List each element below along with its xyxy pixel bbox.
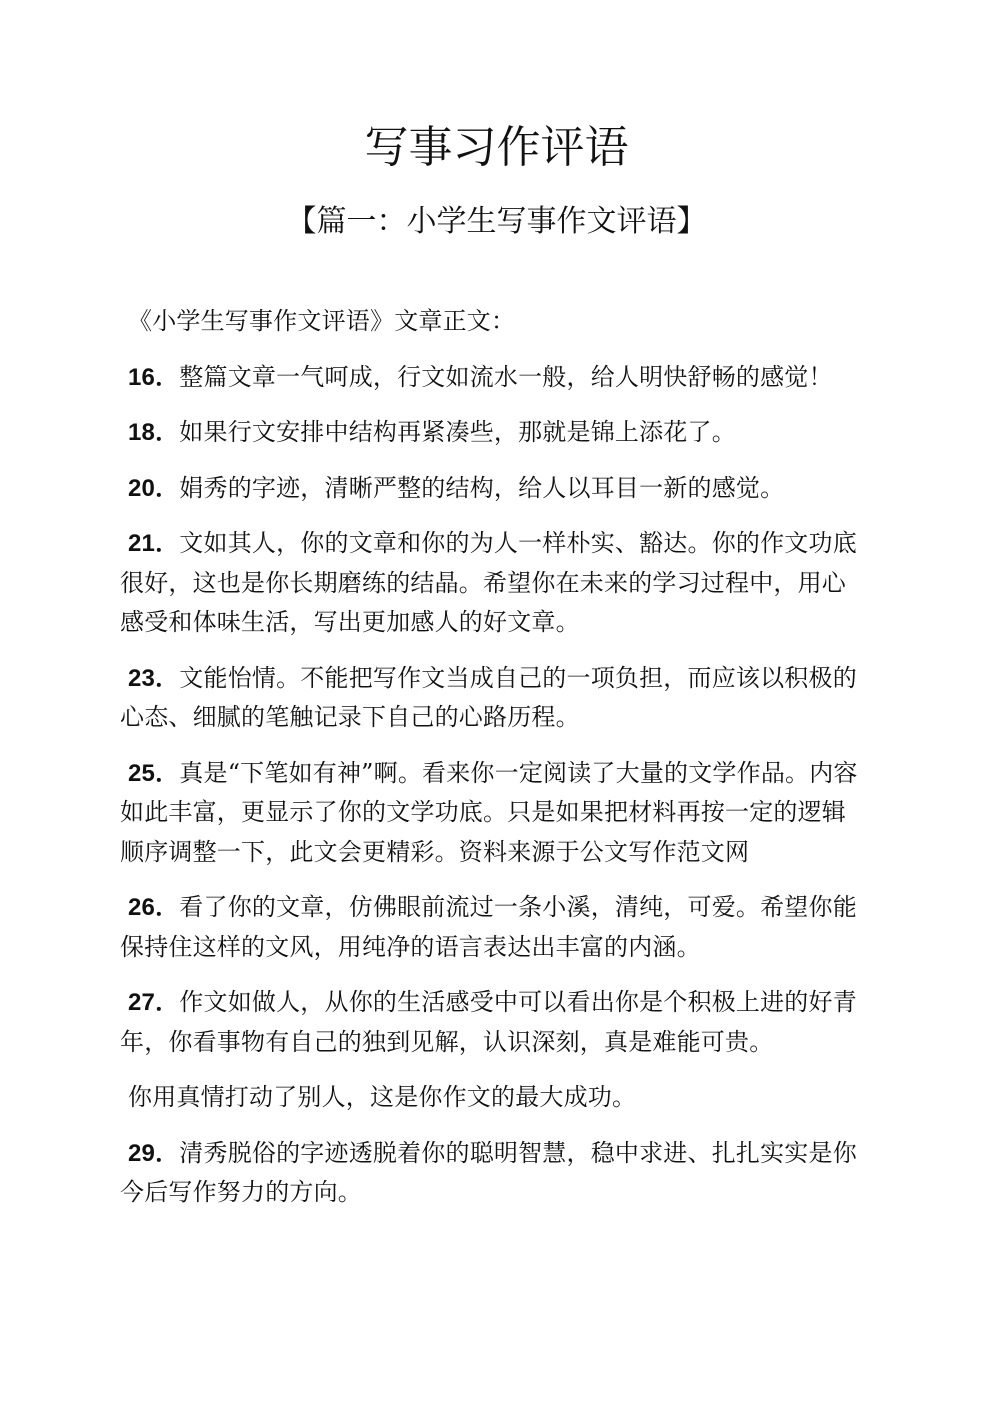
item-text: 真是“下笔如有神”啊。看来你一定阅读了大量的文学作品。内容如此丰富，更显示了你的文学功底。只是如果把材料再按一定的逻辑顺序调整一下，此文会更精彩。资料来源于公文写作范文网: [120, 758, 858, 866]
plain-comment-text: 你用真情打动了别人，这是你作文的最大成功。: [128, 1083, 637, 1111]
comment-item-25: [120, 754, 865, 873]
intro-line: [120, 302, 865, 342]
item-number: 25．: [128, 759, 180, 787]
document-body: [120, 302, 865, 1229]
item-text: 文如其人，你的文章和你的为人一样朴实、豁达。你的作文功底很好，这也是你长期磨练的结晶。希望你在未来的学习过程中，用心感受和体味生活，写出更加感人的好文章。: [120, 529, 857, 636]
item-number: 16．: [128, 363, 180, 391]
comment-item-21: [120, 524, 865, 643]
comment-item-23: [120, 659, 865, 738]
document-title: 写事习作评语: [364, 122, 629, 173]
comment-item-20: [120, 469, 865, 509]
comment-item-29: [120, 1134, 865, 1213]
item-text: 文能怡情。不能把写作文当成自己的一项负担，而应该以积极的心态、细腻的笔触记录下自己的心路历程。: [120, 663, 857, 731]
item-number: 21．: [128, 530, 180, 557]
comment-item-26: [120, 888, 865, 967]
item-text: 娟秀的字迹，清晰严整的结构，给人以耳目一新的感觉。: [179, 473, 785, 502]
item-text: 作文如做人，从你的生活感受中可以看出你是个积极上进的好青年，你看事物有自己的独到见解，认识深刻，真是难能可贵。: [120, 988, 857, 1056]
item-number: 27．: [128, 989, 180, 1016]
item-text: 如果行文安排中结构再紧凑些，那就是锦上添花了。: [179, 418, 736, 446]
item-number: 18．: [128, 419, 180, 446]
item-number: 20．: [128, 474, 180, 502]
section-heading: 【篇一：小学生写事作文评语】: [286, 204, 707, 239]
plain-comment-line: [120, 1078, 865, 1118]
comment-item-16: [120, 358, 865, 398]
item-text: 清秀脱俗的字迹透脱着你的聪明智慧，稳中求进、扎扎实实是你今后写作努力的方向。: [120, 1138, 857, 1206]
item-text: 看了你的文章，仿佛眼前流过一条小溪，清纯，可爱。希望你能保持住这样的文风，用纯净的语言表达出丰富的内涵。: [120, 893, 857, 961]
comment-item-18: [120, 413, 865, 453]
item-number: 29．: [128, 1139, 180, 1167]
comment-item-27: [120, 983, 865, 1062]
item-number: 23．: [128, 664, 180, 692]
intro-text: 《小学生写事作文评语》文章正文：: [128, 307, 516, 335]
item-number: 26．: [128, 894, 180, 921]
item-text: 整篇文章一气呵成，行文如流水一般，给人明快舒畅的感觉！: [179, 362, 833, 391]
